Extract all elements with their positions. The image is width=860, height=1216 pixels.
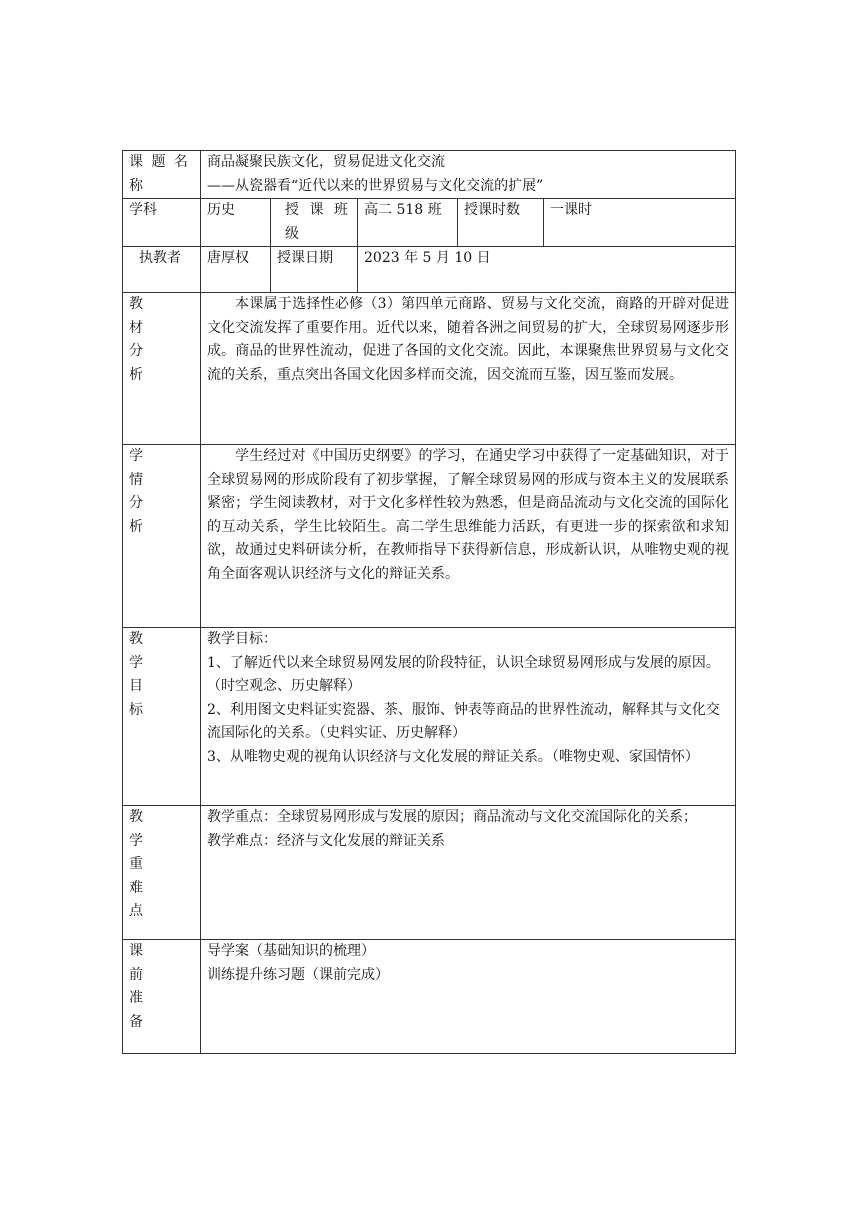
subject-row [123,199,736,247]
preparation-item-1: 导学案（基础知识的梳理） [207,943,375,959]
material-row [123,293,736,445]
objectives-cell [201,628,736,806]
keypoints-cell [201,806,736,940]
students-label: 学 情 分 析 [123,445,201,628]
students-text: 学生经过对《中国历史纲要》的学习，在通史学习中获得了一定基础知识，对于全球贸易网的形成阶段有了初步掌握，了解全球贸易网的形成与资本主义的发展联系紧密；学生阅读教材，对于文化多样性较为熟悉，但是商品流动与文化交流的国际化的互动关系，学生比较陌生。高二学生思维能力活跃，有更进一步的探索欲和求知欲，故通过史料研读分析，在教师指导下获得新信息，形成新认识，从唯物史观的视角全面客观认识经济与文化的辩证关系。 [207,448,730,582]
students-row [123,445,736,628]
preparation-label: 课 前 准 备 [123,940,201,1054]
keypoints-label: 教 学 重 难 点 [123,806,201,940]
students-text-cell [201,445,736,628]
hours-label: 授课时数 [458,199,544,247]
class-value: 高二 518 班 [358,199,458,247]
class-label: 授 课 班级 [271,199,358,247]
teacher-value: 唐厚权 [201,247,271,293]
title-row [123,151,736,199]
difficult-point: 教学难点：经济与文化发展的辩证关系 [207,832,445,849]
objective-3: 3、从唯物史观的视角认识经济与文化发展的辩证关系。（唯物史观、家国情怀） [207,748,699,765]
material-text-cell [201,293,736,445]
subject-label: 学科 [123,199,201,247]
material-label: 教 材 分 析 [123,293,201,445]
preparation-row [123,940,736,1054]
teacher-row [123,247,736,293]
keypoints-row [123,806,736,940]
date-label: 授课日期 [271,247,358,293]
objectives-row [123,628,736,806]
lesson-plan-table [122,150,736,1054]
hours-value: 一课时 [544,199,736,247]
material-text: 本课属于选择性必修（3）第四单元商路、贸易与文化交流，商路的开辟对促进文化交流发挥了重要作用。近代以来，随着各洲之间贸易的扩大，全球贸易网逐步形成。商品的世界性流动，促进了各国的文化交流。因此，本课聚焦世界贸易与文化交流的关系，重点突出各国文化因多样而交流，因交流而互鉴，因互鉴而发展。 [207,296,730,383]
teacher-label: 执教者 [123,247,201,293]
objective-2: 2、利用图文史料证实瓷器、茶、服饰、钟表等商品的世界性流动，解释其与文化交流国际化的关系。（史料实证、历史解释） [207,701,720,741]
preparation-item-2: 训练提升练习题（课前完成） [207,966,389,983]
preparation-cell [201,940,736,1054]
objective-1: 1、了解近代以来全球贸易网发展的阶段特征，认识全球贸易网形成与发展的原因。（时空观念、历史解释） [207,654,720,694]
title-cell [201,151,736,199]
subject-value: 历史 [201,199,271,247]
key-point: 教学重点：全球贸易网形成与发展的原因；商品流动与文化交流国际化的关系； [207,809,697,825]
title-line-1: 商品凝聚民族文化，贸易促进文化交流 [207,154,445,170]
title-line-2: ——从瓷器看“近代以来的世界贸易与文化交流的扩展” [207,177,544,194]
objectives-heading: 教学目标： [207,631,277,647]
objectives-label: 教 学 目 标 [123,628,201,806]
title-label: 课 题 名称 [123,151,201,199]
date-value: 2023 年 5 月 10 日 [358,247,736,293]
